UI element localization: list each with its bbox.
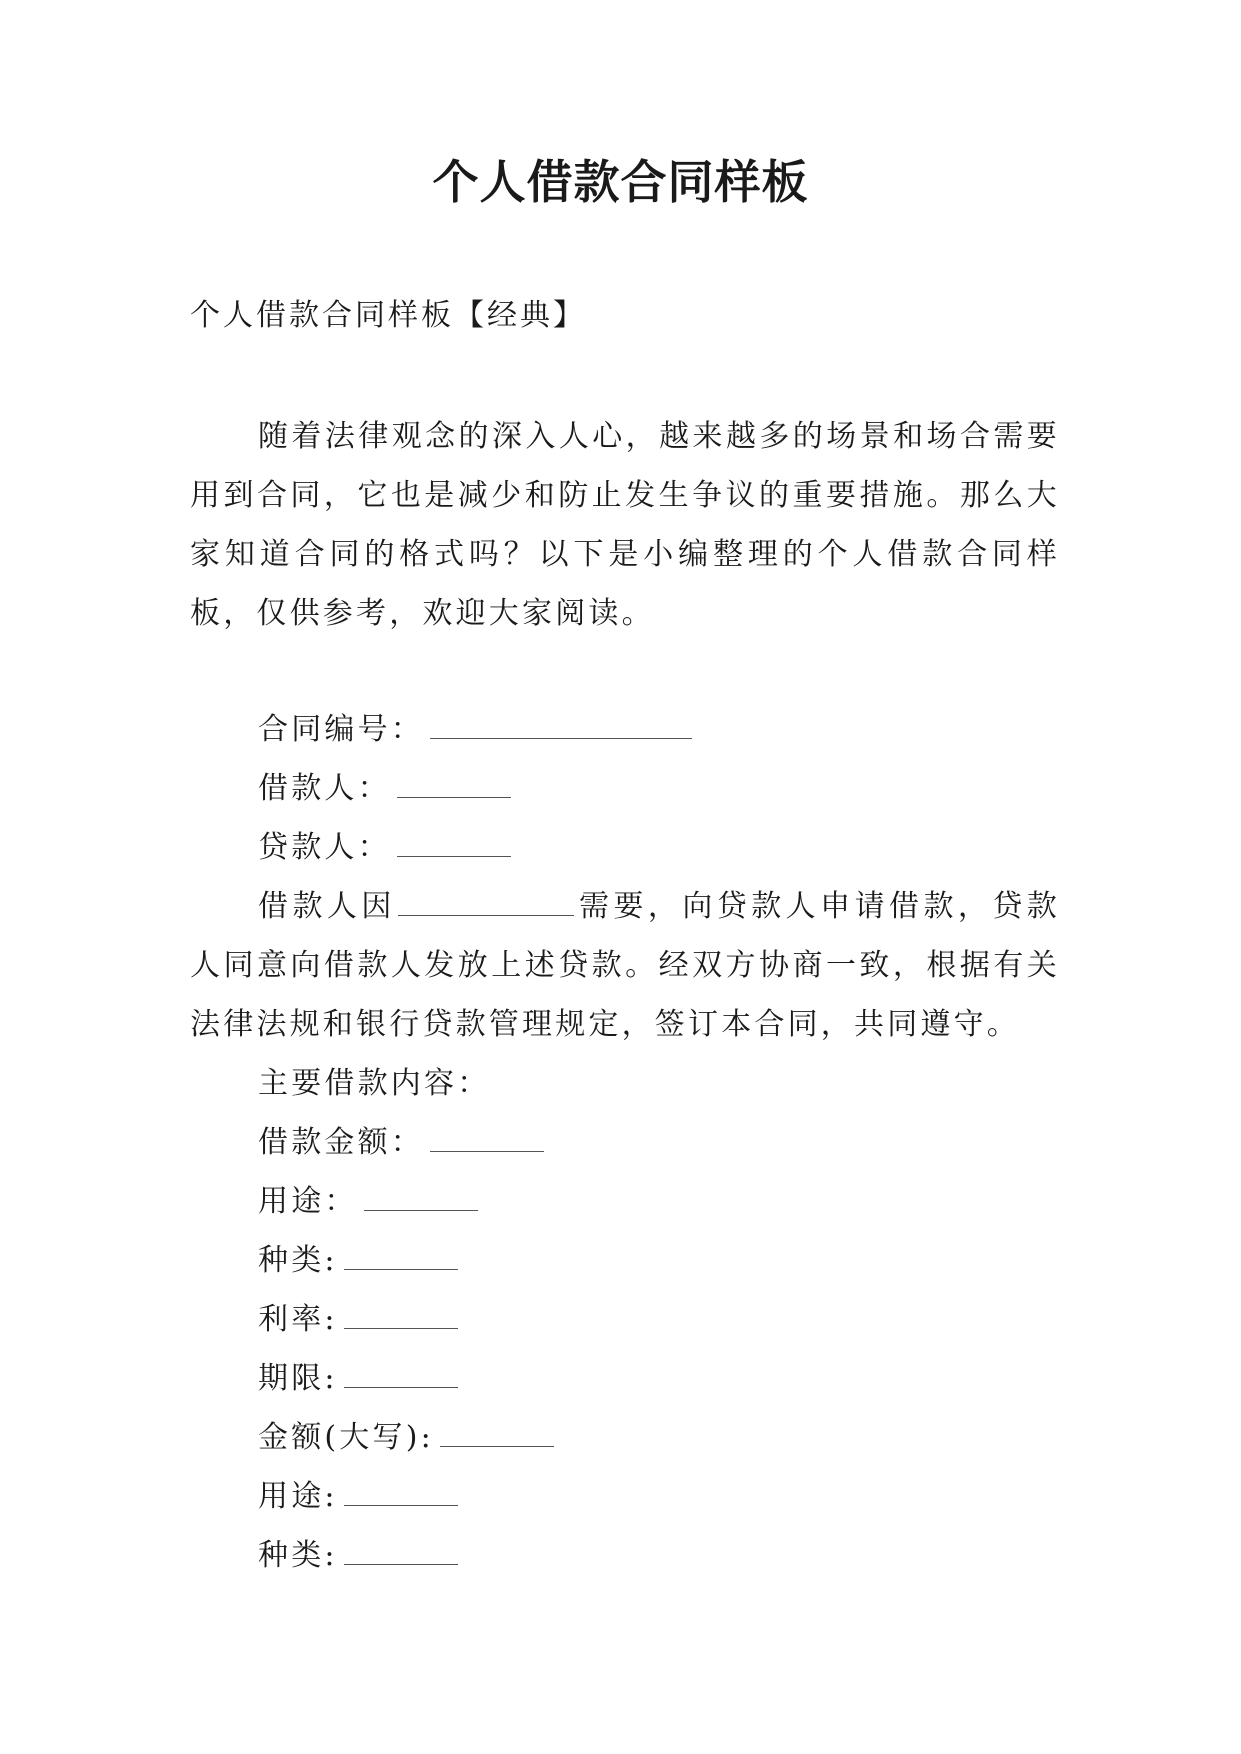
contract-body — [190, 700, 1060, 1585]
field-blank — [344, 1306, 458, 1329]
field-label: 种类: — [258, 1243, 338, 1278]
contract-number-label: 合同编号： — [258, 712, 424, 747]
field-blank — [344, 1247, 458, 1270]
field-label: 借款金额： — [258, 1125, 424, 1160]
borrower-blank — [397, 775, 511, 798]
field-label: 期限: — [258, 1361, 338, 1396]
field-label: 金额(大写): — [258, 1420, 434, 1455]
field-line — [190, 1113, 1060, 1172]
lender-label: 贷款人： — [258, 830, 391, 865]
field-label: 用途： — [258, 1184, 358, 1219]
field-line — [190, 1408, 1060, 1467]
contract-number-line — [190, 700, 1060, 759]
field-blank — [344, 1483, 458, 1506]
field-label: 用途: — [258, 1479, 338, 1514]
contract-number-blank — [430, 716, 692, 739]
field-label: 利率: — [258, 1302, 338, 1337]
field-line — [190, 1467, 1060, 1526]
purpose-paragraph — [190, 877, 1060, 1054]
field-label: 种类: — [258, 1538, 338, 1573]
purpose-blank — [398, 893, 574, 916]
field-line — [190, 1290, 1060, 1349]
field-line — [190, 1349, 1060, 1408]
field-blank — [430, 1129, 544, 1152]
borrower-label: 借款人： — [258, 771, 391, 806]
lender-blank — [397, 834, 511, 857]
field-blank — [344, 1542, 458, 1565]
field-blank — [440, 1424, 554, 1447]
field-blank — [364, 1188, 478, 1211]
purpose-prefix: 借款人因 — [258, 889, 396, 924]
purpose-rest: 需要，向贷款人申请借款，贷款人同意向借款人发放上述贷款。经双方协商一致，根据有关法律法规和银行贷款管理规定，签订本合同，共同遵守。 — [190, 889, 1060, 1042]
main-content-heading: 主要借款内容： — [258, 1066, 491, 1101]
intro-paragraph: 随着法律观念的深入人心，越来越多的场景和场合需要用到合同，它也是减少和防止发生争议的重要措施。那么大家知道合同的格式吗？以下是小编整理的个人借款合同样板，仅供参考，欢迎大家阅读。 — [190, 419, 1060, 631]
field-line — [190, 1526, 1060, 1585]
field-line — [190, 1231, 1060, 1290]
document-subtitle: 个人借款合同样板【经典】 — [190, 298, 586, 333]
field-line — [190, 1172, 1060, 1231]
lender-line — [190, 818, 1060, 877]
document-title: 个人借款合同样板 — [432, 155, 809, 209]
field-blank — [344, 1365, 458, 1388]
borrower-line — [190, 759, 1060, 818]
